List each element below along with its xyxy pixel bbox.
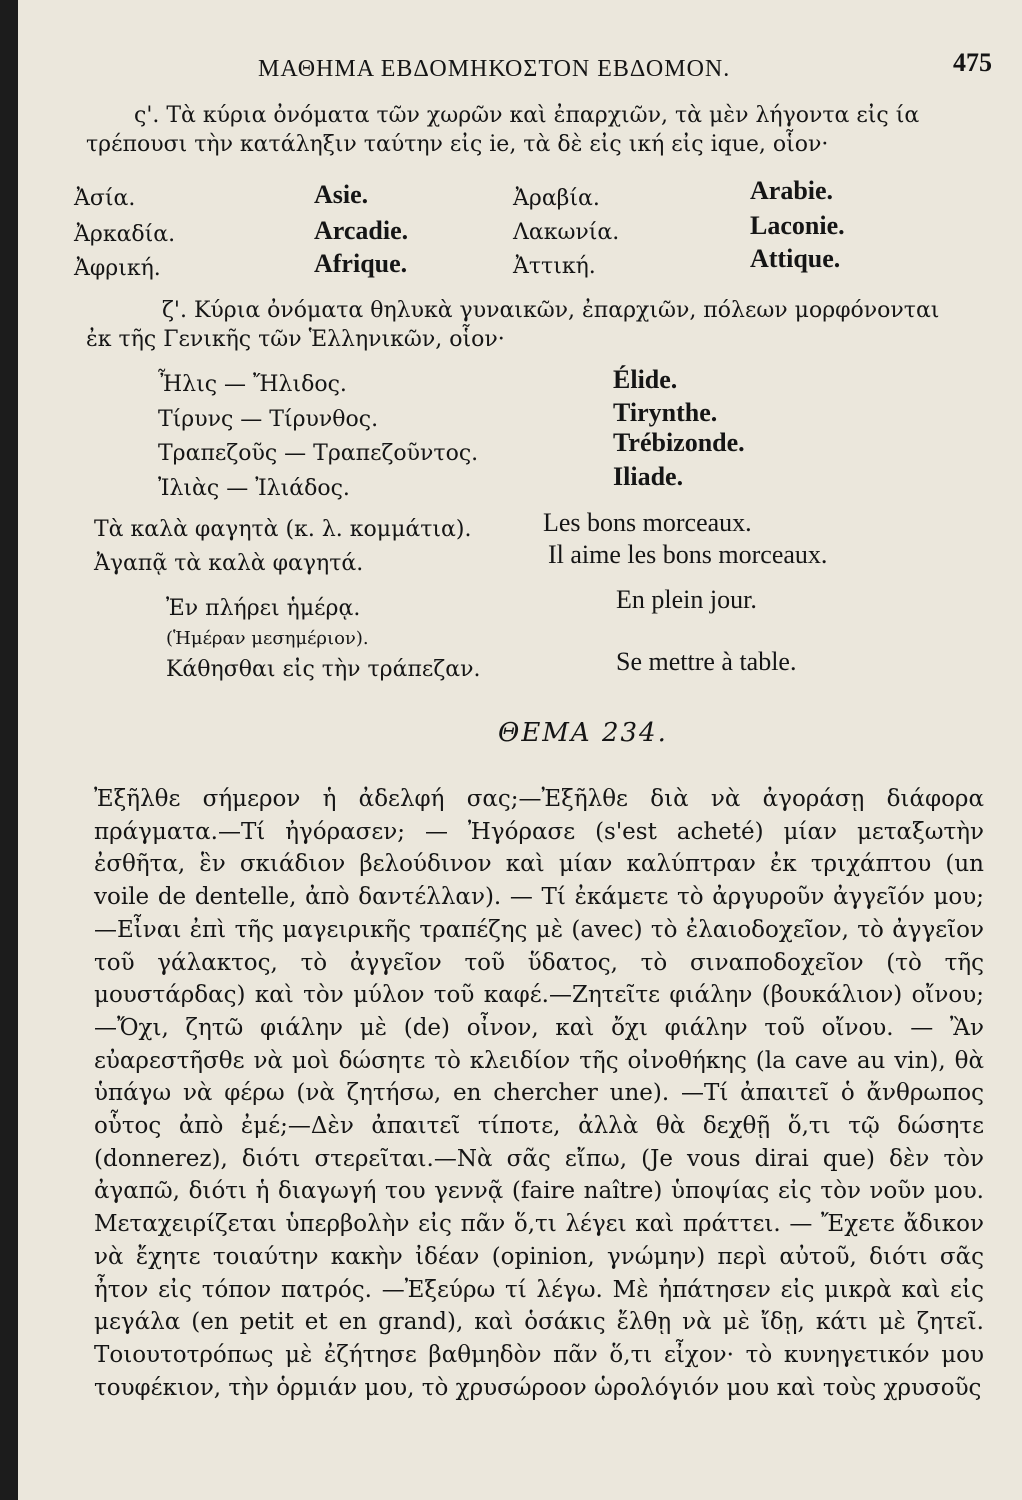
- country-french-1: Asie.: [314, 180, 369, 209]
- phrase-french-2: Il aime les bons morceaux.: [548, 540, 828, 569]
- phrase-greek-3: Ἐν πλήρει ἡμέρᾳ.: [166, 596, 361, 621]
- name-french-1: Élide.: [613, 365, 678, 394]
- country-greek-4: Λακωνία.: [513, 220, 620, 245]
- country-french-5: Afrique.: [314, 249, 408, 278]
- phrase-greek-1: Τὰ καλὰ φαγητὰ (κ. λ. κομμάτια).: [94, 517, 472, 542]
- country-greek-6: Ἀττική.: [513, 254, 596, 279]
- theme-title: ΘΕΜΑ 234.: [498, 718, 668, 748]
- name-greek-3: Τραπεζοῦς — Τραπεζοῦντος.: [158, 441, 479, 466]
- phrase-french-5: Se mettre à table.: [616, 647, 797, 676]
- phrase-french-1: Les bons morceaux.: [543, 508, 752, 537]
- name-french-3: Trébizonde.: [613, 428, 745, 457]
- country-greek-5: Ἀφρική.: [74, 256, 161, 281]
- country-greek-2: Ἀραβία.: [513, 186, 600, 211]
- name-greek-1: Ἦλις — Ἤλιδος.: [158, 372, 347, 397]
- name-french-4: Iliade.: [613, 462, 684, 491]
- phrase-greek-2: Ἀγαπᾷ τὰ καλὰ φαγητά.: [94, 551, 364, 576]
- country-greek-3: Ἀρκαδία.: [74, 222, 176, 247]
- running-title: ΜΑΘΗΜΑ ΕΒΔΟΜΗΚΟΣΤΟΝ ΕΒΔΟΜΟΝ.: [258, 56, 731, 82]
- page-number: 475: [953, 48, 992, 77]
- phrase-greek-4: (Ἡμέραν μεσημέριον).: [166, 628, 369, 649]
- name-greek-2: Τίρυνς — Τίρυνθος.: [158, 407, 379, 432]
- country-greek-1: Ἀσία.: [74, 186, 136, 211]
- name-french-2: Tirynthe.: [613, 398, 718, 427]
- name-greek-4: Ἰλιὰς — Ἰλιάδος.: [158, 476, 350, 501]
- country-french-2: Arabie.: [750, 176, 834, 205]
- section-vii-paragraph: ζ'. Κύρια ὀνόματα θηλυκὰ γυναικῶν, ἐπαρχιῶν, πόλεων μορφόνονται ἐκ τῆς Γενικῆς τῶν Ἑλληνικῶν, οἷον·: [86, 298, 940, 352]
- phrase-french-3: En plein jour.: [616, 585, 757, 614]
- country-french-3: Arcadie.: [314, 216, 409, 245]
- phrase-greek-5: Κάθησθαι εἰς τὴν τράπεζαν.: [166, 657, 481, 682]
- country-french-6: Attique.: [750, 244, 841, 273]
- page-header: [18, 48, 1022, 88]
- section-vi-paragraph: ς'. Τὰ κύρια ὀνόματα τῶν χωρῶν καὶ ἐπαρχιῶν, τὰ μὲν λήγοντα εἰς ία τρέπουσι τὴν κατάληξιν ταύτην εἰς ie, τὰ δὲ εἰς ική εἰς ique, οἷον·: [86, 103, 920, 157]
- country-french-4: Laconie.: [750, 211, 845, 240]
- exercise-text: Ἐξῆλθε σήμερον ἡ ἀδελφή σας;—Ἐξῆλθε διὰ νὰ ἀγοράσῃ διάφορα πράγματα.—Τί ἠγόρασεν; — Ἠγόρασε (s'est acheté) μίαν μεταξωτὴν ἐσθῆτα, ἓν σκιάδιον βελούδινον καὶ μίαν καλύπτραν ἐκ τριχάπτου (un voile de dentelle, ἀπὸ δαντέλλαν). — Τί ἐκάμετε τὸ ἀργυροῦν ἀγγεῖόν μου; —Εἶναι ἐπὶ τῆς μαγειρικῆς τραπέζης μὲ (avec) τὸ ἐλαιοδοχεῖον, τὸ ἀγγεῖον τοῦ γάλακτος, τὸ ἀγγεῖον τοῦ ὕδατος, τὸ σιναποδοχεῖον (τὸ τῆς μουστάρδας) καὶ τὸν μύλον τοῦ καφέ.—Ζητεῖτε φιάλην (βουκάλιον) οἴνου;—Ὄχι, ζητῶ φιάλην μὲ (de) οἶνον, καὶ ὄχι φιάλην τοῦ οἴνου. — Ἂν εὐαρεστῆσθε νὰ μοὶ δώσητε τὸ κλειδίον τῆς οἰνοθήκης (la cave au vin), θὰ ὑπάγω νὰ φέρω (νὰ ζητήσω, en chercher une). —Τί ἀπαιτεῖ ὁ ἄνθρωπος οὗτος ἀπὸ ἐμέ;—Δὲν ἀπαιτεῖ τίποτε, ἀλλὰ θὰ δεχθῇ ὅ,τι τῷ δώσητε (donnerez), διότι στερεῖται.—Νὰ σᾶς εἴπω, (Je vous dirai que) δὲν τὸν ἀγαπῶ, διότι ἡ διαγωγή του γεννᾷ (faire naître) ὑποψίας εἰς τὸν νοῦν μου. Μεταχειρίζεται ὑπερβολὴν εἰς πᾶν ὅ,τι λέγει καὶ πράττει. — Ἔχετε ἄδικον νὰ ἔχητε τοιαύτην κακὴν ἰδέαν (opinion, γνώμην) περὶ αὐτοῦ, διότι σᾶς ἦτον εἰς τόπον πατρός. —Ἐξεύρω τί λέγω. Μὲ ἠπάτησεν εἰς μικρὰ καὶ εἰς μεγάλα (en petit et en grand), καὶ ὁσάκις ἔλθῃ νὰ μὲ ἴδῃ, κάτι μὲ ζητεῖ. Τοιουτοτρόπως μὲ ἐζήτησε βαθμηδὸν πᾶν ὅ,τι εἶχον· τὸ κυνηγετικόν μου τουφέκιον, τὴν ὁρμιάν μου, τὸ χρυσώροον ὡρολόγιόν μου καὶ τοὺς χρυσοῦς: [94, 786, 984, 1401]
